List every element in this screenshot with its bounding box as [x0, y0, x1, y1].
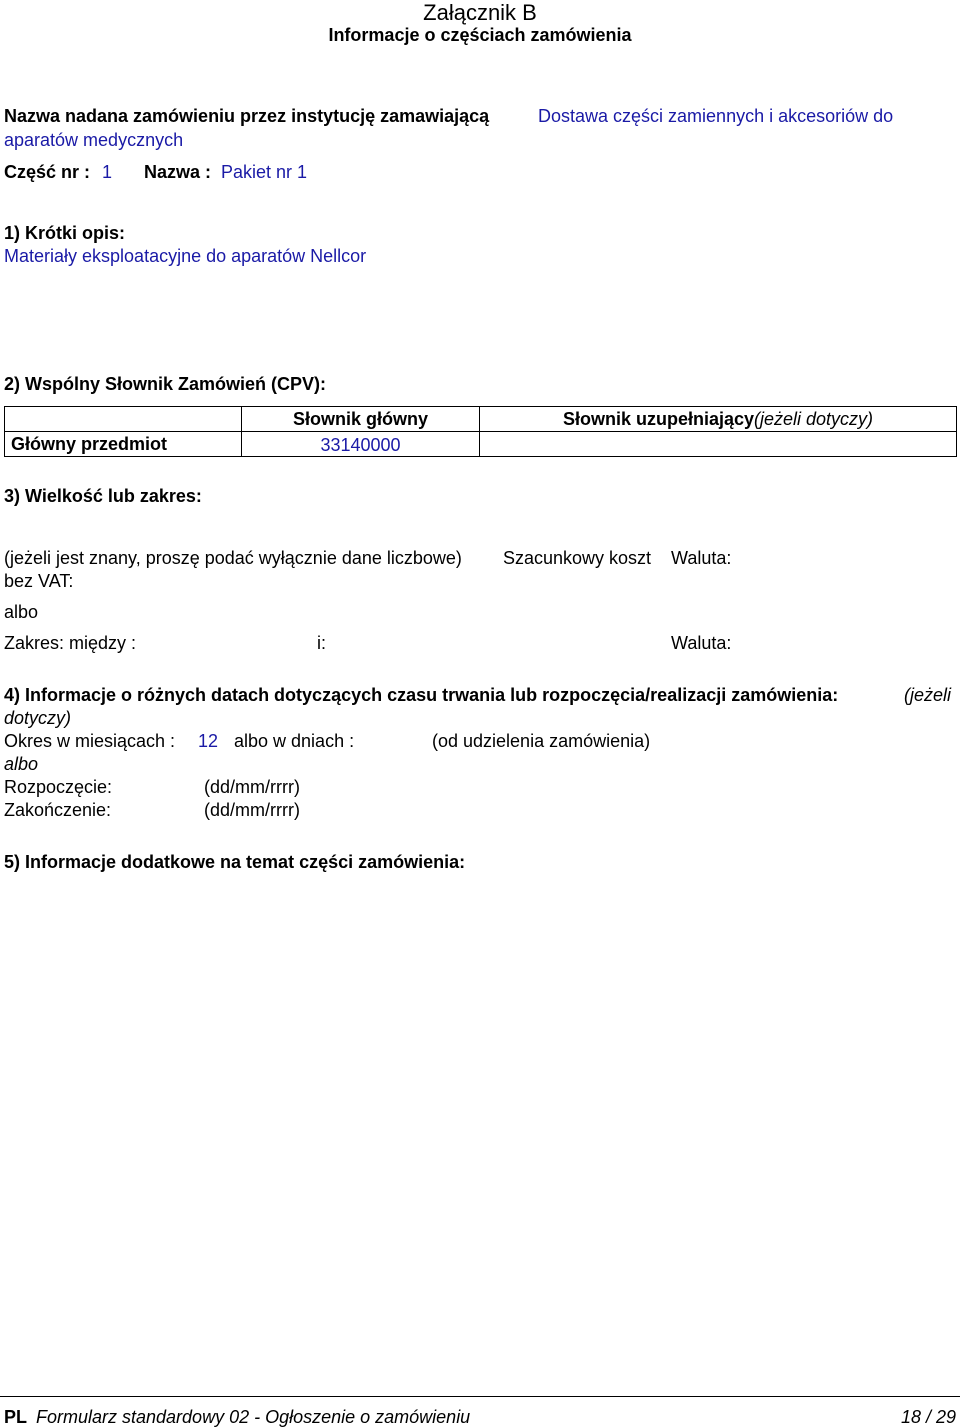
months-label: Okres w miesiącach : — [4, 731, 176, 751]
footer-form-name: Formularz standardowy 02 - Ogłoszenie o zamówieniu — [36, 1407, 471, 1427]
cpv-header-supp-note: (jeżeli dotyczy) — [754, 408, 874, 429]
start-date-label: Rozpoczęcie: — [4, 777, 113, 797]
cpv-header-main: Słownik główny — [242, 407, 480, 432]
cpv-table — [4, 406, 957, 457]
from-award-label: (od udzielenia zamówienia) — [432, 731, 651, 751]
order-name-label: Nazwa nadana zamówieniu przez instytucję zamawiającą — [4, 106, 490, 126]
footer-divider — [0, 1396, 960, 1397]
range-label: Zakres: między : — [4, 633, 137, 653]
cpv-header-empty-cell — [5, 407, 242, 432]
vat-label: bez VAT: — [4, 571, 74, 591]
end-date-format: (dd/mm/rrrr) — [204, 800, 300, 820]
section2-heading: 2) Wspólny Słownik Zamówień (CPV): — [4, 374, 327, 394]
part-name-value: Pakiet nr 1 — [221, 162, 308, 182]
part-number-label: Część nr : — [4, 162, 91, 182]
part-name-label: Nazwa : — [144, 162, 212, 182]
cpv-header-supp-label: Słownik uzupełniający — [562, 408, 755, 429]
order-name-value-line1: Dostawa części zamiennych i akcesoriów do — [538, 106, 894, 126]
section1-heading: 1) Krótki opis: — [4, 223, 126, 243]
range-and-label: i: — [317, 633, 326, 653]
cpv-data-row — [5, 432, 957, 457]
short-description-value: Materiały eksploatacyjne do aparatów Nellcor — [4, 246, 367, 266]
section4-note-line1: (jeżeli — [904, 685, 952, 705]
start-date-format: (dd/mm/rrrr) — [204, 777, 300, 797]
cpv-header-supp — [480, 407, 957, 432]
footer-lang: PL — [4, 1407, 28, 1427]
size-note: (jeżeli jest znany, proszę podać wyłącznie dane liczbowe) — [4, 548, 462, 568]
end-date-label: Zakończenie: — [4, 800, 112, 820]
section5-heading: 5) Informacje dodatkowe na temat części zamówienia: — [4, 852, 466, 872]
days-label: albo w dniach : — [234, 731, 355, 751]
cpv-header-row — [5, 407, 957, 432]
cpv-main-code: 33140000 — [242, 432, 480, 457]
page-title: Załącznik B — [423, 0, 537, 25]
or-italic-label: albo — [4, 754, 39, 774]
part-number-value: 1 — [102, 162, 113, 182]
page-subtitle: Informacje o częściach zamówienia — [328, 25, 632, 45]
order-name-value-line2: aparatów medycznych — [4, 130, 184, 150]
footer-page-number: 18 / 29 — [900, 1407, 956, 1427]
section4-heading: 4) Informacje o różnych datach dotyczących czasu trwania lub rozpoczęcia/realizacji zamówienia: — [4, 685, 839, 705]
section4-note-line2: dotyczy) — [4, 708, 72, 728]
section3-heading: 3) Wielkość lub zakres: — [4, 486, 202, 506]
cpv-supp-code — [480, 432, 957, 457]
or-label: albo — [4, 602, 39, 622]
range-currency-label: Waluta: — [671, 633, 732, 653]
cpv-row-label: Główny przedmiot — [5, 432, 242, 457]
estimated-cost-label: Szacunkowy koszt — [503, 548, 652, 568]
currency-label: Waluta: — [671, 548, 732, 568]
months-value: 12 — [198, 731, 219, 751]
